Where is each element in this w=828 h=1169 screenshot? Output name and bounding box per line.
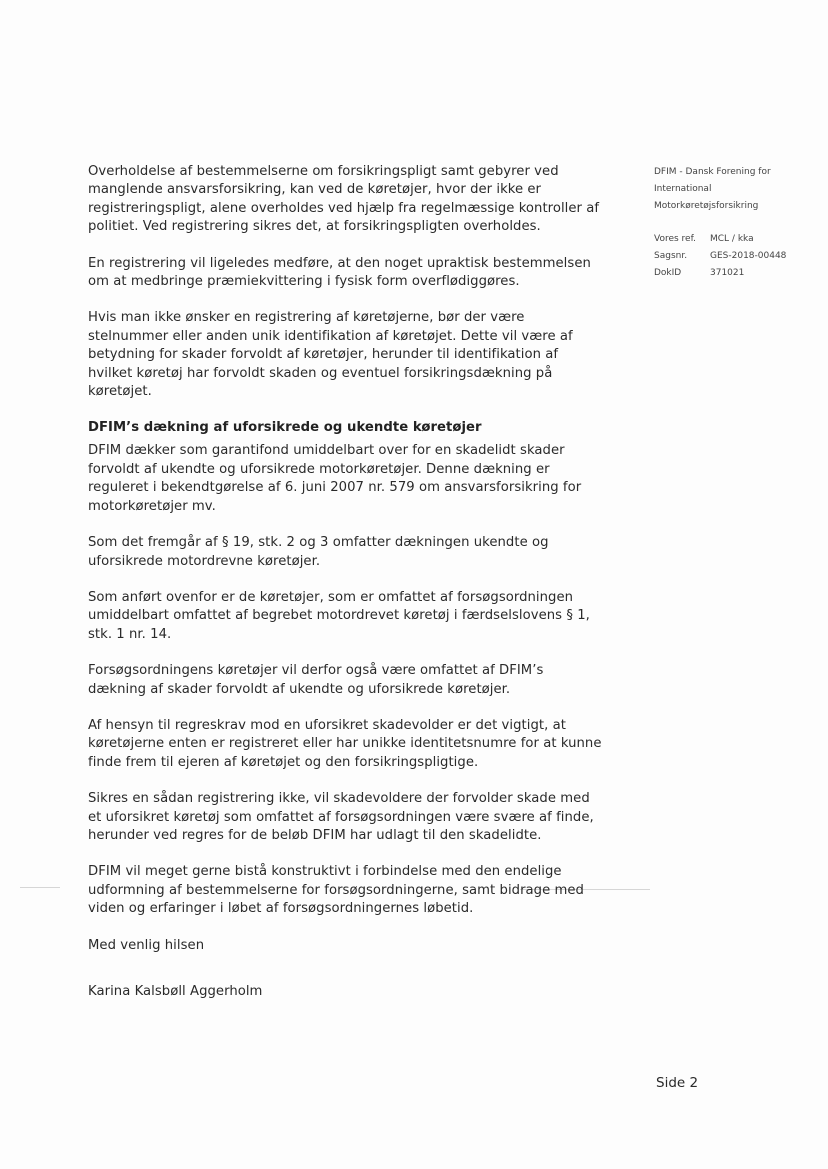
org-line: Motorkøretøjsforsikring: [654, 201, 759, 211]
paragraph: Forsøgsordningens køretøjer vil derfor også være omfattet af DFIM’s dækning af skader forvoldt af ukendte og uforsikrede køretøjer.: [88, 663, 544, 697]
meta-row-case-number: [654, 248, 814, 265]
paragraph: Af hensyn til regreskrav mod en uforsikret skadevolder er det vigtigt, at køretøjerne enten er registreret eller har unikke identitetsnumre for at kunne finde frem til ejeren af køretøjet og den forsikringspligtige.: [88, 717, 602, 770]
signature-name: Karina Kalsbøll Aggerholm: [88, 984, 263, 999]
meta-value: 371021: [710, 268, 745, 278]
greeting: Med venlig hilsen: [88, 937, 205, 953]
meta-row-reference: [654, 231, 814, 248]
meta-value: MCL / kka: [710, 234, 754, 244]
closing: [88, 937, 602, 1002]
org-line: DFIM - Dansk Forening for: [654, 167, 771, 177]
meta-key: Vores ref.: [654, 234, 696, 244]
scan-artifact: [20, 887, 60, 888]
meta-key: Sagsnr.: [654, 251, 688, 261]
paragraph: Hvis man ikke ønsker en registrering af køretøjerne, bør der være stelnummer eller anden unik identifikation af køretøjet. Dette vil være af betydning for skader forvoldt af køretøjer, herunder til identifikation af hvilket køretøj har forvoldt skaden og eventuel forsikringsdækning på køretøjet.: [88, 310, 573, 400]
paragraph: Som anført ovenfor er de køretøjer, som er omfattet af forsøgsordningen umiddelbart omfattet af begrebet motordrevet køretøj i færdselslovens § 1, stk. 1 nr. 14.: [88, 589, 590, 642]
meta-key: DokID: [654, 268, 682, 278]
paragraph: Overholdelse af bestemmelserne om forsikringspligt samt gebyrer ved manglende ansvarsforsikring, kan ved de køretøjer, hvor der ikke er registreringspligt, alene overholdes ved hjælp fra regelmæssige kontroller af politiet. Ved registrering sikres det, at forsikringspligten overholdes.: [88, 164, 600, 235]
paragraph: DFIM vil meget gerne bistå konstruktivt i forbindelse med den endelige udformning af bestemmelserne for forsøgsordningerne, samt bidrage med viden og erfaringer i løbet af forsøgsordningernes løbetid.: [88, 864, 584, 917]
organization-name: [654, 164, 814, 215]
section-heading: DFIM’s dækning af uforsikrede og ukendte køretøjer: [88, 420, 482, 436]
org-line: International: [654, 184, 712, 194]
meta-value: GES-2018-00448: [710, 251, 787, 261]
paragraph: Sikres en sådan registrering ikke, vil skadevoldere der forvolder skade med et uforsikret køretøj som omfattet af forsøgsordningen være svære af finde, herunder ved regres for de beløb DFIM har udlagt til den skadelidte.: [88, 791, 594, 843]
letter-body: [88, 163, 602, 1019]
paragraph: Som det fremgår af § 19, stk. 2 og 3 omfatter dækningen ukendte og uforsikrede motordrevne køretøjer.: [88, 535, 549, 569]
sender-info: [654, 164, 814, 282]
paragraph: En registrering vil ligeledes medføre, at den noget upraktisk bestemmelsen om at medbringe præmiekvittering i fysisk form overflødiggøres.: [88, 255, 591, 290]
page-number: Side 2: [656, 1075, 699, 1091]
reference-block: [654, 231, 814, 282]
meta-row-doc-id: [654, 265, 814, 282]
paragraph: DFIM dækker som garantifond umiddelbart over for en skadelidt skader forvoldt af ukendte og uforsikrede motorkøretøjer. Denne dækning er reguleret i bekendtgørelse af 6. juni 2007 nr. 579 om ansvarsforsikring for motorkøretøjer mv.: [88, 443, 582, 514]
